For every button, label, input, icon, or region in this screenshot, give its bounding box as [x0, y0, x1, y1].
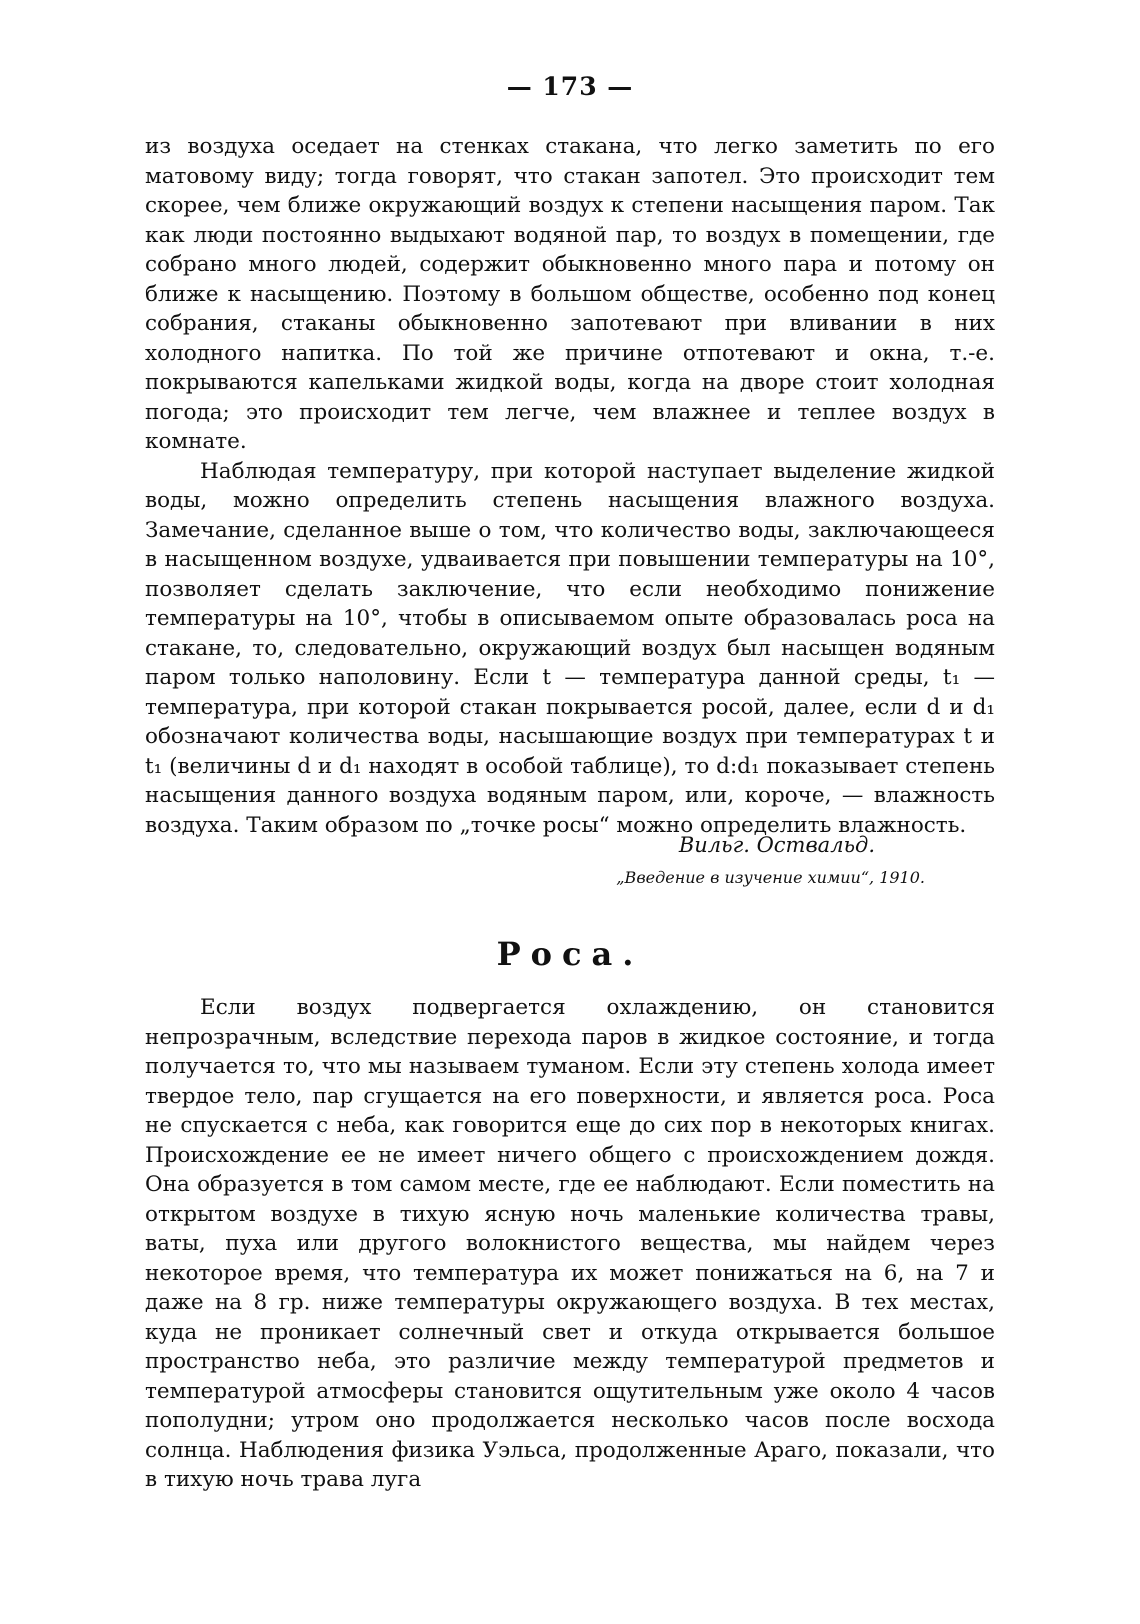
article-2-body [145, 993, 995, 1495]
article-1-paragraph-1: из воздуха оседает на стенках стакана, что легко заметить по его матовому виду; тогда говорят, что стакан запотел. Это происходит тем скорее, чем ближе окружающий воздух к степени насыщения паром. Так как люди постоянно выдыхают водяной пар, то воздух в помещении, где собрано много людей, содержит обыкновенно много пара и потому он ближе к насыщению. Поэтому в большом обществе, особенно под конец собрания, стаканы обыкновенно запотевают при вливании в них холодного напитка. По той же причине отпотевают и окна, т.-е. покрываются капельками жидкой воды, когда на дворе стоит холодная погода; это происходит тем легче, чем влажнее и теплее воздух в комнате. [145, 134, 995, 454]
article-2-title: Роса. [496, 935, 644, 973]
page-number: — 173 — [506, 72, 634, 101]
article-1-source: „Введение в изучение химии“, 1910. [616, 868, 925, 887]
article-2-paragraph-1: Если воздух подвергается охлаждению, он становится непрозрачным, вследствие перехода паров в жидкое состояние, и тогда получается то, что мы называем туманом. Если эту степень холода имеет твердое тело, пар сгущается на его поверхности, и является роса. Роса не спускается с неба, как говорится еще до сих пор в некоторых книгах. Происхождение ее не имеет ничего общего с происхождением дождя. Она образуется в том самом месте, где ее наблюдают. Если поместить на открытом воздухе в тихую ясную ночь маленькие количества травы, ваты, пуха или другого волокнистого вещества, мы найдем через некоторое время, что температура их может понижаться на 6, на 7 и даже на 8 гр. ниже температуры окружающего воздуха. В тех местах, куда не проникает солнечный свет и откуда открывается большое пространство неба, это различие между температурой предметов и температурой атмосферы становится ощутительным уже около 4 часов пополудни; утром оно продолжается несколько часов после восхода солнца. Наблюдения физика Уэльса, продолженные Араго, показали, что в тихую ночь трава луга [145, 995, 995, 1492]
article-1-paragraph-2: Наблюдая температуру, при которой наступает выделение жидкой воды, можно определить степень насыщения влажного воздуха. Замечание, сделанное выше о том, что количество воды, заключающееся в насыщенном воздухе, удваивается при повышении температуры на 10°, позволяет сделать заключение, что если необходимо понижение температуры на 10°, чтобы в описываемом опыте образовалась роса на стакане, то, следовательно, окружающий воздух был насыщен водяным паром только наполовину. Если t — температура данной среды, t₁ — температура, при которой стакан покрывается росой, далее, если d и d₁ обозначают количества воды, насышающие воздух при температурах t и t₁ (величины d и d₁ находят в особой таблице), то d:d₁ показывает степень насыщения данного воздуха водяным паром, или, короче, — влажность воздуха. Таким образом по „точке росы“ можно определить влажность. [145, 458, 995, 838]
article-1-body [145, 132, 995, 840]
article-1-author: Вильг. Оствальд. [678, 833, 875, 857]
